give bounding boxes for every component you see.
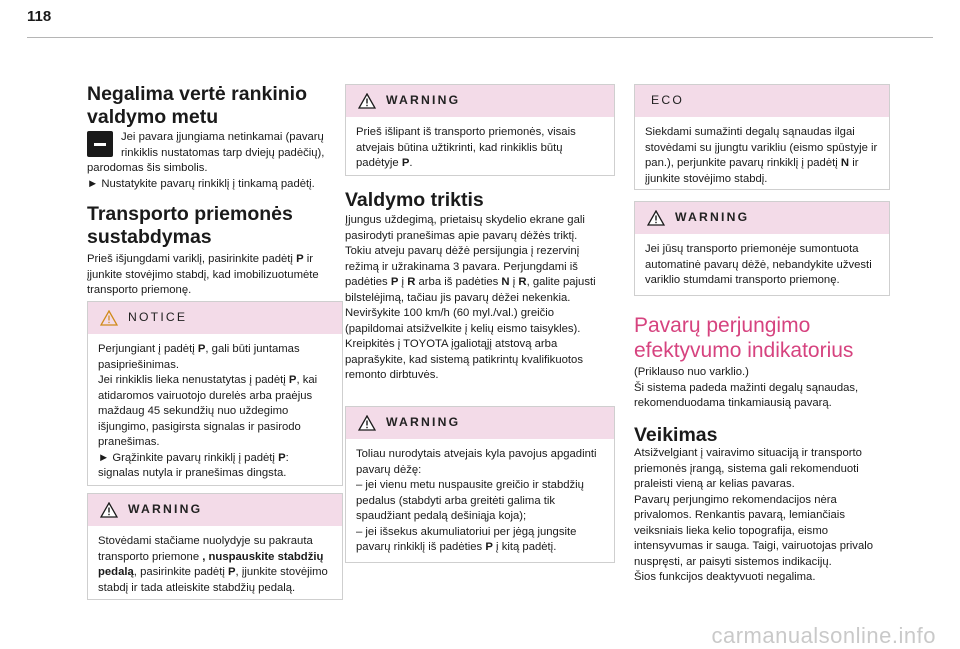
warning-label: WARNING [386, 93, 461, 108]
section-title-operation: Veikimas [634, 424, 718, 446]
warning-label: WARNING [386, 415, 461, 430]
warning-triangle-icon [100, 502, 118, 518]
notice-label: NOTICE [128, 310, 188, 325]
top-divider [27, 37, 933, 38]
notice-body: Perjungiant į padėtį P, gali būti juntamas pasipriešinimas. Jei rinkiklis lieka nenustatytas į padėtį P, kai atidaromos vairuotojo durelės arba praėjus maždaug 45 sekundžių nuo uždegimo išjungimo, pasigirsta signalas ir pasirodo pranešimas. ► Grąžinkite pavarų rinkiklį į padėtį P: signalas nutyla ir pranešimas dingsta. [98, 343, 318, 479]
warning-header [635, 202, 889, 234]
section-title-invalid-value: Negalima vertė rankinio valdymo metu [87, 83, 308, 128]
warning-header [88, 494, 342, 526]
warning-box-slope [87, 493, 343, 600]
warning-triangle-icon [647, 210, 665, 226]
warning-box-push-start [634, 201, 890, 296]
warning-body: Stovėdami stačiame nuolydyje su pakrauta transporto priemone , nuspauskite stabdžių pedalą, pasirinkite padėtį P, įjunkite stovėjimo stabdį ir tada atleiskite stabdžių pedalą. [98, 535, 328, 594]
warning-label: WARNING [128, 502, 203, 517]
section-title-malfunction: Valdymo triktis [345, 189, 484, 211]
action-step: ► Nustatykite pavarų rinkiklį į tinkamą padėtį. [87, 177, 315, 190]
malfunction-text: Įjungus uždegimą, prietaisų skydelio ekrane gali pasirodyti pranešimas apie pavarų dėžės triktį. Tokiu atveju pavarų dėžė persijungia į rezervinį režimą ir užrakinama 3 pavara. Perjungdami iš padėties P į R arba iš padėties N į R, galite pajusti bilstelėjimą, tačiau jis pavarų dėžei nekenkia. Neviršykite 100 km/h (60 myl./val.) greičio (papildomai atsižvelkite į kelių eismo taisykles). Kreipkitės į TOYOTA įgaliotąjį atstovą arba paprašykite, kad sistemą patikrintų kvalifikuotos remonto dirbtuvės. [345, 214, 596, 381]
watermark: carmanualsonline.info [711, 622, 936, 648]
warning-box-exit [345, 84, 615, 176]
operation-text: Atsižvelgiant į vairavimo situaciją ir transporto priemonės įrangą, sistema gali rekomenduoti praleisti vieną ar kelias pavaras. Pavarų perjungimo rekomendacijos nėra privalomos. Renkantis pavarą, lemiančiais veiksniais lieka kelio topografija, eismo intensyvumas ir sauga. Taigi, vairuotojas privalo nuspręsti, ar paisyti sistemos indikacijų. Šios funkcijos deaktyvuoti negalima. [634, 447, 874, 583]
warning-triangle-icon [358, 93, 376, 109]
section-title-gear-indicator: Pavarų perjungimo efektyvumo indikatorius [634, 314, 854, 362]
page-number: 118 [27, 8, 52, 25]
gear-fault-icon [87, 131, 113, 157]
warning-header [346, 85, 614, 117]
warning-label: WARNING [675, 210, 750, 225]
invalid-value-text: Jei pavara įjungiama netinkamai (pavarų rinkiklis nustatomas tarp dviejų padėčių), parodomas šis simbolis. ► Nustatykite pavarų rinkiklį į tinkamą padėtį. [87, 131, 325, 190]
warning-box-damage [345, 406, 615, 563]
eco-header [635, 85, 889, 117]
eco-box [634, 84, 890, 190]
warning-header [346, 407, 614, 439]
stopping-text: Prieš išjungdami variklį, pasirinkite padėtį P ir įjunkite stovėjimo stabdį, kad imobilizuotumėte transporto priemonę. [87, 253, 319, 296]
gear-indicator-text: (Priklauso nuo varklio.) Ši sistema padeda mažinti degalų sąnaudas, rekomenduodama tinkamiausią pavarą. [634, 366, 859, 409]
section-title-stopping: Transporto priemonės sustabdymas [87, 203, 293, 248]
warning-body: Prieš išlipant iš transporto priemonės, visais atvejais būtina užtikrinti, kad rinkiklis būtų padėtyje P. [356, 126, 576, 169]
warning-triangle-icon [358, 415, 376, 431]
notice-header [88, 302, 342, 334]
warning-triangle-icon [100, 310, 118, 326]
warning-body: Toliau nurodytais atvejais kyla pavojus apgadinti pavarų dėžę: – jei vienu metu nuspausite greičio ir stabdžių pedalus (stabdyti arba greitėti galima tik spaudžiant pedalą dešiniąja koja); – jei išsekus akumuliatoriui per jėgą jungsite pavarų rinkiklį iš padėties P į kitą padėtį. [356, 448, 597, 553]
eco-label: ECO [651, 93, 685, 108]
notice-box [87, 301, 343, 486]
warning-body: Jei jūsų transporto priemonėje sumontuota automatinė pavarų dėžė, nebandykite užvesti variklio stumdami transporto priemonę. [645, 243, 872, 286]
eco-body: Siekdami sumažinti degalų sąnaudas ilgai stovėdami su įjungtu varikliu (eismo spūstyje ir pan.), perjunkite pavarų rinkiklį į padėtį N ir įjunkite stovėjimo stabdį. [645, 126, 878, 185]
